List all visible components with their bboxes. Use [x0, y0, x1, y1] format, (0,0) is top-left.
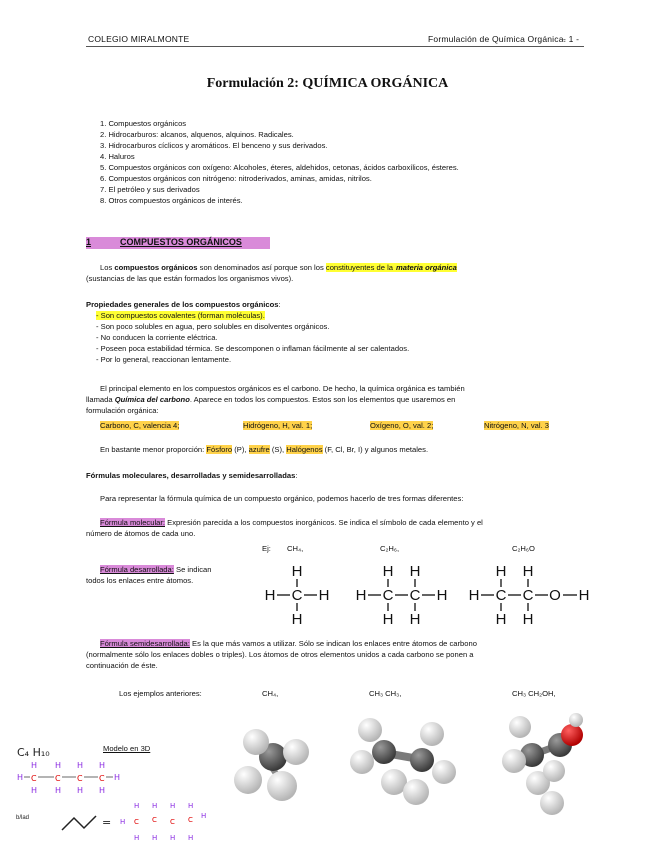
example-ch4: CH₄, [287, 544, 304, 553]
header-page-number: - 1 - [563, 34, 580, 44]
svg-text:H: H [318, 587, 330, 604]
svg-text:H: H [522, 563, 534, 580]
minor-elements: En bastante menor proporción: Fósforo (P), azufre (S), Halógenos (F, Cl, Br, I) y algunos metales. [100, 445, 429, 454]
structural-formula-methane [262, 560, 332, 630]
svg-text:C: C [77, 774, 83, 783]
svg-text:H: H [31, 786, 38, 795]
svg-text:H: H [382, 563, 394, 580]
property-item: - No conducen la corriente eléctrica. [96, 333, 218, 342]
svg-text:H: H [31, 761, 38, 770]
svg-text:C: C [495, 587, 507, 604]
element-oxigeno: Oxígeno, O, val. 2; [370, 421, 434, 430]
page-title: Formulación 2: QUÍMICA ORGÁNICA [206, 76, 449, 91]
svg-text:H: H [409, 611, 421, 628]
toc-item: 6. Compuestos orgánicos con nitrógeno: nitroderivados, aminas, amidas, nitrilos. [100, 174, 372, 183]
model-3d-label: Modelo en 3D [103, 744, 151, 753]
svg-text:H: H [120, 818, 126, 826]
svg-text:=: = [102, 816, 112, 829]
toc-item: 1. Compuestos orgánicos [100, 119, 187, 128]
formulas-heading: Fórmulas moleculares, desarrolladas y semidesarrolladas: [86, 471, 298, 480]
examples-label: Los ejemplos anteriores: [119, 689, 202, 698]
svg-text:O: O [549, 587, 561, 604]
header-doc-title: Formulación de Química Orgánica. [428, 34, 567, 44]
svg-text:H: H [291, 563, 303, 580]
header-school: COLEGIO MIRALMONTE [88, 34, 190, 44]
element-nitrogeno: Nitrógeno, N, val. 3 [484, 421, 549, 430]
svg-text:H: H [152, 834, 158, 842]
semi-developed-formula-paragraph: Fórmula semidesarrollada: Es la que más vamos a utilizar. Sólo se indican los enlaces entre átomos de carbono (normalmente sólo los enlaces dobles o triples). Los átomos de otros elementos unidos a cada carbono se ponen a continuación de éste. [86, 639, 477, 670]
structural-formula-ethane [353, 560, 453, 630]
svg-text:C: C [291, 587, 303, 604]
svg-text:C: C [99, 774, 105, 783]
properties-heading: Propiedades generales de los compuestos orgánicos [86, 300, 279, 309]
toc-item: 7. El petróleo y sus derivados [100, 185, 200, 194]
svg-text:H: H [77, 761, 84, 770]
svg-text:H: H [152, 802, 158, 810]
semi-example-ethanol: CH₃ CH₂OH, [512, 689, 556, 698]
svg-text:H: H [495, 611, 507, 628]
property-item: - Son poco solubles en agua, pero solubles en disolventes orgánicos. [96, 322, 330, 331]
header-rule [86, 46, 584, 47]
handwritten-butane-sketch [15, 760, 125, 796]
example-label: Ej: [262, 544, 271, 553]
svg-text:H: H [99, 786, 106, 795]
svg-text:C: C [409, 587, 421, 604]
intro-paragraph: Los compuestos orgánicos son denominados así porque son los constituyentes de la materia orgánica (sustancias de las que están formados los organismos vivos). [86, 263, 457, 283]
svg-text:H: H [77, 786, 84, 795]
svg-text:H: H [468, 587, 480, 604]
svg-text:H: H [436, 587, 448, 604]
svg-text:C: C [31, 774, 37, 783]
semi-example-ch4: CH₄, [262, 689, 279, 698]
semi-example-ethane: CH₃ CH₃, [369, 689, 402, 698]
property-item: - Poseen poca estabilidad térmica. Se descomponen o inflaman fácilmente al ser calentados. [96, 344, 410, 353]
svg-text:H: H [264, 587, 276, 604]
svg-text:H: H [55, 786, 62, 795]
svg-text:C: C [152, 816, 157, 824]
svg-text:H: H [170, 834, 176, 842]
svg-text:H: H [188, 834, 194, 842]
svg-text:C: C [188, 816, 193, 824]
formulas-intro: Para representar la fórmula química de un compuesto orgánico, podemos hacerlo de tres formas diferentes: [100, 494, 464, 503]
example-c2h6: C₂H₆, [380, 544, 400, 553]
section-heading [86, 237, 270, 249]
svg-text:H: H [134, 802, 140, 810]
handwritten-zigzag-sketch [58, 800, 208, 844]
svg-text:C: C [522, 587, 534, 604]
elements-paragraph: El principal elemento en los compuestos orgánicos es el carbono. De hecho, la química orgánica es también llamada Química del carbono. Aparece en todos los compuestos. Estos son los elementos que usaremos en formulación orgánica: [86, 384, 465, 415]
svg-text:C: C [382, 587, 394, 604]
svg-text:C: C [55, 774, 61, 783]
handwritten-note: b/lad [16, 815, 30, 821]
ethane-3d-model-icon [342, 712, 462, 812]
svg-text:H: H [522, 611, 534, 628]
svg-text:H: H [382, 611, 394, 628]
svg-text:H: H [17, 773, 24, 782]
svg-text:H: H [114, 773, 121, 782]
methane-3d-model-icon [218, 712, 328, 812]
svg-text:H: H [170, 802, 176, 810]
example-c2h6o: C₂H₆O [512, 544, 535, 553]
svg-text:H: H [291, 611, 303, 628]
element-carbono: Carbono, C, valencia 4; [100, 421, 180, 430]
toc-item: 3. Hidrocarburos cíclicos y aromáticos. El benceno y sus derivados. [100, 141, 328, 150]
svg-text:C: C [134, 818, 139, 826]
svg-text:H: H [409, 563, 421, 580]
svg-text:H: H [134, 834, 140, 842]
svg-text:C: C [170, 818, 175, 826]
properties-block: Propiedades generales de los compuestos orgánicos: - Son compuestos covalentes (forman moléculas). - Son poco solubles en agua, pero solubles en disolventes orgánicos. - No conducen la corriente eléctrica. - Poseen poca estabilidad térmica. Se descomponen o inflaman fácilmente al ser calentados. - Por lo general, reaccionan lentamente. [86, 299, 586, 365]
element-hidrogeno: Hidrógeno, H, val. 1; [243, 421, 313, 430]
section-number: 1 [86, 237, 92, 247]
svg-text:H: H [55, 761, 62, 770]
developed-formula-paragraph: Fórmula desarrollada: Se indican todos los enlaces entre átomos. [86, 565, 212, 585]
svg-text:H: H [188, 802, 194, 810]
svg-text:H: H [99, 761, 106, 770]
toc-item: 8. Otros compuestos orgánicos de interés. [100, 196, 243, 205]
table-of-contents [100, 118, 459, 206]
toc-item: 2. Hidrocarburos: alcanos, alquenos, alquinos. Radicales. [100, 130, 294, 139]
svg-text:H: H [201, 812, 207, 820]
property-item: - Por lo general, reaccionan lentamente. [96, 355, 232, 364]
property-item: - Son compuestos covalentes (forman moléculas). [96, 311, 265, 320]
section-title: COMPUESTOS ORGÁNICOS [120, 237, 242, 247]
svg-text:H: H [495, 563, 507, 580]
structural-formula-ethanol [466, 560, 596, 630]
svg-text:H: H [578, 587, 590, 604]
molecular-formula-paragraph: Fórmula molecular: Expresión parecida a los compuestos inorgánicos. Se indica el símbolo de cada elemento y el número de átomos de cada uno. [86, 518, 483, 538]
toc-item: 4. Haluros [100, 152, 135, 161]
toc-item: 5. Compuestos orgánicos con oxígeno: Alcoholes, éteres, aldehidos, cetonas, ácidos carboxílicos, ésteres. [100, 163, 459, 172]
ethanol-3d-model-icon [490, 705, 600, 815]
handwritten-formula: C₄ H₁₀ [17, 746, 50, 759]
svg-text:H: H [355, 587, 367, 604]
